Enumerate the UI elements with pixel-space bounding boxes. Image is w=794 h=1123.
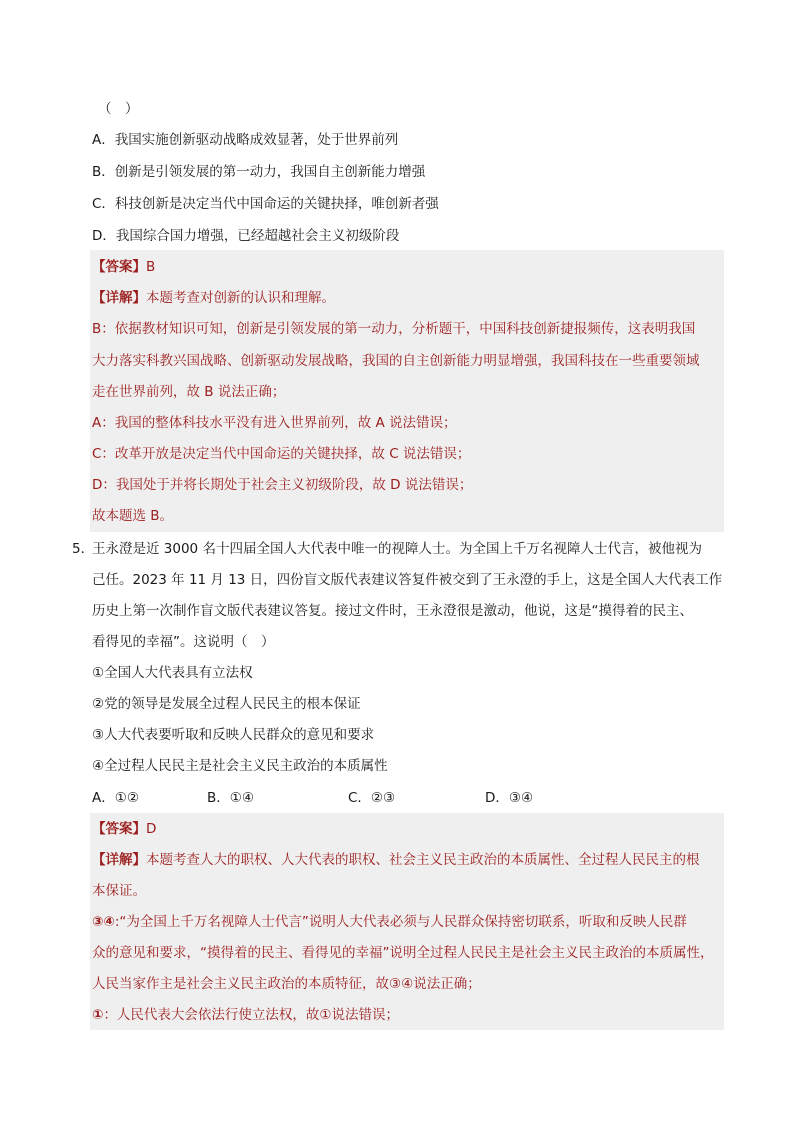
q5-answer: [92, 820, 156, 838]
q4-option-b: B．创新是引领发展的第一动力，我国自主创新能力增强: [92, 164, 426, 180]
q4-analysis-line: 大力落实科教兴国战略、创新驱动发展战略，我国的自主创新能力明显增强，我国科技在一些重要领域: [92, 353, 700, 369]
q4-analysis-line: 走在世界前列，故 B 说法正确；: [92, 384, 286, 400]
q5-detail: [92, 851, 700, 869]
q5-analysis-line: 人民当家作主是社会主义民主政治的本质特征，故③④说法正确；: [92, 976, 481, 992]
q4-analysis-line: B：依据教材知识可知，创新是引领发展的第一动力，分析题干，中国科技创新捷报频传，这表明我国: [92, 321, 696, 337]
detail-tag: 【详解】: [92, 852, 146, 868]
q4-option-c: C．科技创新是决定当代中国命运的关键抉择，唯创新者强: [92, 196, 439, 212]
analysis-text: ：人民代表大会依法行使立法权，故①说法错误；: [103, 1007, 400, 1023]
q5-analysis-line: [92, 913, 687, 931]
q4-analysis-line: 故本题选 B。: [92, 508, 174, 524]
q5-number: 5．: [72, 541, 95, 557]
q5-detail-line: 本保证。: [92, 883, 146, 899]
q5-statement-3: ③人大代表要听取和反映人民群众的意见和要求: [92, 727, 375, 743]
analysis-text: :“为全国上千万名视障人士代言”说明人大代表必须与人民群众保持密切联系，听取和反映人民群: [114, 914, 687, 930]
q5-choice-a: A．①②: [92, 790, 139, 806]
q5-statement-2: ②党的领导是发展全过程人民民主的根本保证: [92, 696, 361, 712]
q4-option-d: D．我国综合国力增强，已经超越社会主义初级阶段: [92, 228, 400, 244]
q4-analysis-line: A：我国的整体科技水平没有进入世界前列，故 A 说法错误；: [92, 415, 457, 431]
detail-text: 本题考查人大的职权、人大代表的职权、社会主义民主政治的本质属性、全过程人民民主的根: [146, 852, 700, 868]
q5-analysis-line: 众的意见和要求，“摸得着的民主、看得见的幸福”说明全过程人民民主是社会主义民主政治的本质属性，: [92, 945, 714, 961]
detail-intro: 本题考查对创新的认识和理解。: [146, 290, 335, 306]
detail-tag: 【详解】: [92, 290, 146, 306]
analysis-label: ③④: [92, 914, 115, 930]
q5-statement-4: ④全过程人民民主是社会主义民主政治的本质属性: [92, 758, 388, 774]
q5-statement-1: ①全国人大代表具有立法权: [92, 665, 253, 681]
analysis-label: ①: [92, 1007, 104, 1023]
q4-option-a: A．我国实施创新驱动战略成效显著，处于世界前列: [92, 132, 399, 148]
q4-analysis-line: D：我国处于并将长期处于社会主义初级阶段，故 D 说法错误；: [92, 477, 473, 493]
answer-tag: 【答案】: [92, 259, 146, 275]
answer-value: B: [146, 259, 156, 275]
q4-paren: （ ）: [98, 101, 139, 117]
answer-value: D: [146, 821, 157, 837]
q5-analysis-line: [92, 1006, 399, 1024]
q4-analysis-line: C：改革开放是决定当代中国命运的关键抉择，故 C 说法错误；: [92, 446, 471, 462]
q5-choice-b: B．①④: [207, 790, 254, 806]
q5-choice-d: D．③④: [485, 790, 534, 806]
answer-tag: 【答案】: [92, 821, 146, 837]
q5-choice-c: C．②③: [348, 790, 396, 806]
q5-stem-line: 己任。2023 年 11 月 13 日，四份盲文版代表建议答复件被交到了王永澄的手上，这是全国人大代表工作: [92, 572, 723, 588]
q5-stem-line: 看得见的幸福”。这说明（ ）: [92, 634, 275, 650]
q5-stem-line: 王永澄是近 3000 名十四届全国人大代表中唯一的视障人士。为全国上千万名视障人士代言，被他视为: [92, 541, 702, 557]
q4-detail: [92, 289, 335, 307]
q5-stem-line: 历史上第一次制作盲文版代表建议答复。接过文件时，王永澄很是激动，他说，这是“摸得着的民主、: [92, 603, 693, 619]
q4-answer: [92, 258, 155, 276]
